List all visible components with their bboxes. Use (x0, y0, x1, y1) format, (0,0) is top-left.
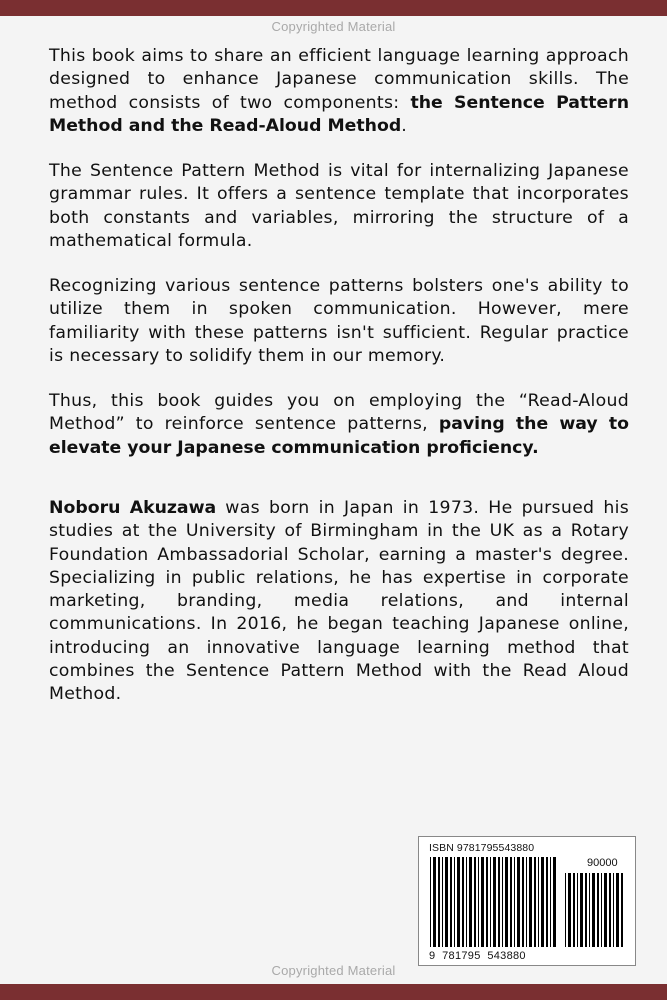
author-bio-text: was born in Japan in 1973. He pursued his studies at the University of Birmingham in the UK as a Rotary Foundation Ambassadorial Scholar, earning a master's degree. Specializing in public relations, he has expertise in corporate marketing, branding, media relations, and internal communications. In 2016, he began teaching Japanese online, introducing an innovative language learning method that combines the Sentence Pattern Method with the Read Aloud Method. (49, 498, 630, 705)
barcode-digits: 9 781795 543880 (429, 950, 526, 962)
barcode-icon (419, 837, 637, 967)
intro-text: This book aims to share an efficient language learning approach designed to enhance Japanese communication skills. The method consists of two components: (49, 46, 629, 113)
bottom-color-band (0, 984, 667, 1000)
read-aloud-paragraph (49, 390, 629, 460)
author-bio-paragraph (49, 497, 629, 707)
isbn-label: ISBN 9781795543880 (429, 842, 535, 854)
read-aloud-bold: paving the way to elevate your Japanese communication proficiency. (49, 414, 629, 458)
watermark-top: Copyrighted Material (271, 19, 396, 34)
isbn-barcode-box (418, 836, 636, 966)
read-aloud-text: Thus, this book guides you on employing the “Read-Aloud Method” to reinforce sentence patterns, (49, 391, 629, 435)
watermark-bottom: Copyrighted Material (271, 963, 396, 978)
top-color-band (0, 0, 667, 16)
intro-period: . (401, 115, 408, 136)
price-code: 90000 (587, 857, 618, 869)
intro-paragraph (49, 45, 629, 138)
author-name: Noboru Akuzawa (49, 498, 217, 518)
recognizing-patterns-paragraph: Recognizing various sentence patterns bolsters one's ability to utilize them in spoken communication. However, mere familiarity with these patterns isn't sufficient. Regular practice is necessary to solidify them in our memory. (49, 276, 629, 366)
intro-bold-methods: the Sentence Pattern Method and the Read-Aloud Method (49, 92, 630, 136)
sentence-pattern-paragraph: The Sentence Pattern Method is vital for internalizing Japanese grammar rules. It offers a sentence template that incorporates both constants and variables, mirroring the structure of a mathematical formula. (49, 161, 629, 251)
